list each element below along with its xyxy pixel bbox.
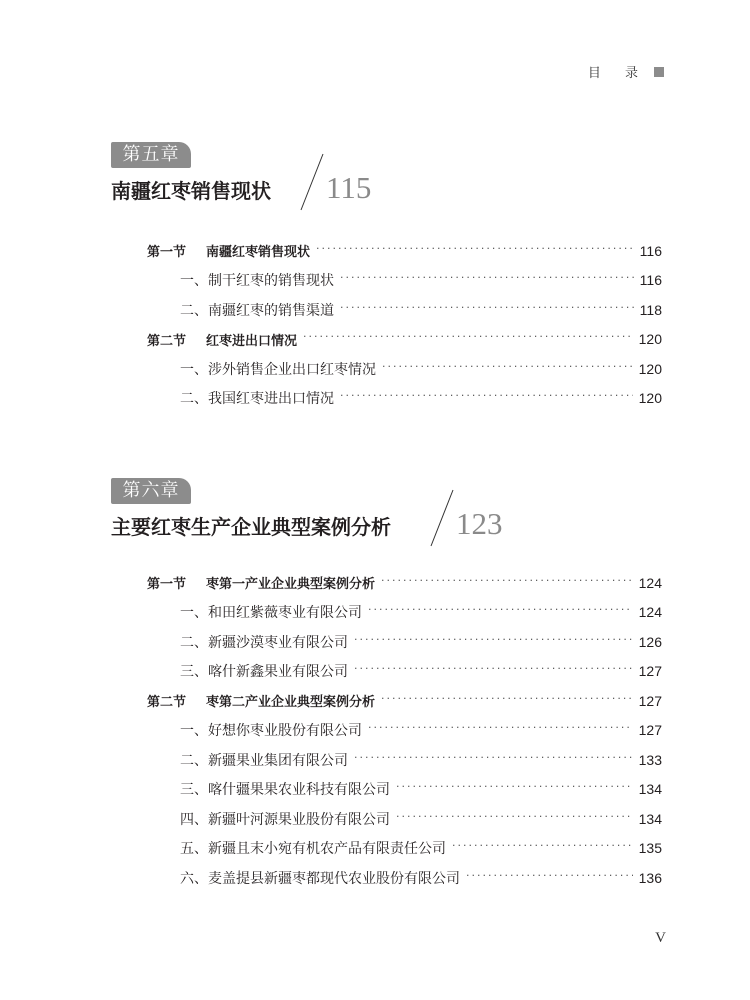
toc-entry-title: 二、我国红枣进出口情况 [180, 391, 334, 408]
toc-page-number: 135 [638, 840, 662, 857]
toc-page-number: 134 [638, 810, 662, 827]
running-header [588, 62, 664, 81]
dot-leader [381, 576, 633, 590]
page-footer-numeral: V [655, 930, 666, 946]
toc-subsection-row[interactable] [147, 834, 662, 864]
toc-subsection-row[interactable] [147, 598, 662, 628]
toc-page-number: 124 [638, 574, 662, 591]
toc-subsection-row[interactable] [147, 745, 662, 775]
toc-page-number: 136 [638, 869, 662, 886]
toc-subsection-row[interactable] [147, 804, 662, 834]
chapter-page-number: 115 [326, 170, 372, 205]
dot-leader [340, 303, 634, 317]
toc-subsection-row[interactable] [147, 384, 662, 414]
section-label: 第二节 [147, 333, 187, 349]
toc-page-number: 116 [639, 242, 662, 259]
header-label: 目 录 [587, 66, 648, 81]
toc-entry-title: 二、新疆沙漠枣业有限公司 [180, 634, 348, 651]
toc-subsection-row[interactable] [147, 266, 662, 296]
chapter-title: 主要红枣生产企业典型案例分析 [111, 515, 391, 539]
dot-leader [340, 391, 633, 405]
toc-entry-title: 枣第一产业企业典型案例分析 [206, 577, 376, 593]
chapter-title: 南疆红枣销售现状 [111, 179, 271, 203]
section-label: 第一节 [147, 245, 187, 261]
toc-entry-title: 南疆红枣销售现状 [206, 245, 311, 261]
toc-section-row[interactable] [147, 568, 662, 598]
toc-page-number: 127 [638, 692, 662, 709]
toc-entry-title: 一、涉外销售企业出口红枣情况 [180, 361, 376, 378]
toc-section-row[interactable] [147, 236, 662, 266]
toc-entry-title: 三、喀什疆果果农业科技有限公司 [180, 782, 390, 799]
toc-subsection-row[interactable] [147, 863, 662, 893]
section-label: 第一节 [147, 577, 187, 593]
dot-leader [368, 723, 633, 737]
dot-leader [354, 753, 633, 767]
dot-leader [381, 694, 633, 708]
dot-leader [340, 273, 634, 287]
chapter-page-number: 123 [456, 506, 503, 541]
toc-page-number: 126 [638, 633, 662, 650]
toc-page-number: 133 [638, 751, 662, 768]
dot-leader [396, 782, 633, 796]
chapter-6-toc [147, 568, 662, 893]
toc-section-row[interactable] [147, 325, 662, 355]
toc-page-number: 120 [638, 390, 662, 407]
toc-page-number: 127 [638, 722, 662, 739]
dot-leader [368, 605, 633, 619]
toc-entry-title: 一、制干红枣的销售现状 [180, 273, 334, 290]
dot-leader [303, 332, 633, 346]
toc-subsection-row[interactable] [147, 657, 662, 687]
dot-leader [382, 362, 633, 376]
toc-entry-title: 一、好想你枣业股份有限公司 [180, 723, 362, 740]
toc-entry-title: 五、新疆且末小宛有机农产品有限责任公司 [180, 841, 446, 858]
toc-page-number: 116 [639, 272, 662, 289]
toc-subsection-row[interactable] [147, 716, 662, 746]
toc-page-number: 124 [638, 604, 662, 621]
toc-page-number: 134 [638, 781, 662, 798]
dot-leader [316, 244, 634, 258]
dot-leader [396, 812, 633, 826]
dot-leader [354, 635, 633, 649]
toc-entry-title: 红枣进出口情况 [206, 333, 298, 349]
dot-leader [354, 664, 633, 678]
toc-page-number: 127 [638, 663, 662, 680]
toc-subsection-row[interactable] [147, 775, 662, 805]
toc-page-number: 120 [638, 331, 662, 348]
toc-subsection-row[interactable] [147, 354, 662, 384]
toc-entry-title: 四、新疆叶河源果业股份有限公司 [180, 811, 390, 828]
dot-leader [466, 871, 633, 885]
toc-entry-title: 六、麦盖提县新疆枣都现代农业股份有限公司 [180, 870, 460, 887]
toc-entry-title: 一、和田红紫薇枣业有限公司 [180, 605, 362, 622]
toc-entry-title: 二、南疆红枣的销售渠道 [180, 302, 334, 319]
toc-subsection-row[interactable] [147, 627, 662, 657]
header-square-icon [654, 67, 664, 77]
dot-leader [452, 841, 633, 855]
toc-section-row[interactable] [147, 686, 662, 716]
chapter-5-toc [147, 236, 662, 413]
section-label: 第二节 [147, 695, 187, 711]
toc-entry-title: 二、新疆果业集团有限公司 [180, 752, 348, 769]
toc-subsection-row[interactable] [147, 295, 662, 325]
slash-divider-icon [299, 152, 325, 212]
toc-entry-title: 枣第二产业企业典型案例分析 [206, 695, 376, 711]
toc-entry-title: 三、喀什新鑫果业有限公司 [180, 664, 348, 681]
toc-page-number: 118 [639, 301, 662, 318]
slash-divider-icon [429, 488, 455, 548]
chapter-tag: 第六章 [111, 478, 191, 504]
toc-page-number: 120 [638, 360, 662, 377]
chapter-tag: 第五章 [111, 142, 191, 168]
